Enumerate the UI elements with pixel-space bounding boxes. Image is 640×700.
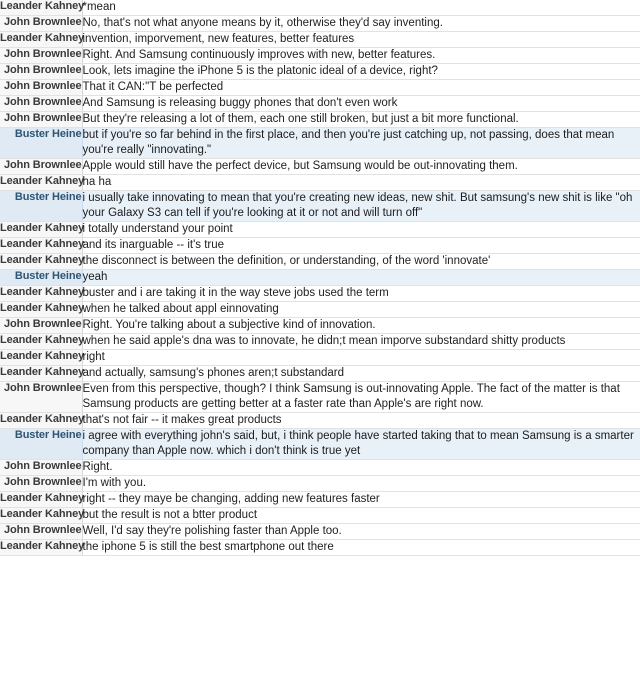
chat-message-row bbox=[0, 112, 640, 128]
message-text: buster and i are taking it in the way steve jobs used the term bbox=[82, 286, 640, 302]
message-text: right bbox=[82, 350, 640, 366]
chat-message-row bbox=[0, 492, 640, 508]
chat-message-row bbox=[0, 382, 640, 413]
chat-message-row bbox=[0, 64, 640, 80]
message-speaker: Leander Kahney bbox=[0, 302, 82, 318]
chat-message-row bbox=[0, 286, 640, 302]
message-speaker: John Brownlee bbox=[0, 80, 82, 96]
chat-message-row bbox=[0, 159, 640, 175]
message-speaker: Leander Kahney bbox=[0, 540, 82, 556]
message-speaker: Leander Kahney bbox=[0, 254, 82, 270]
message-speaker: Leander Kahney bbox=[0, 413, 82, 429]
message-text: I'm with you. bbox=[82, 476, 640, 492]
message-text: Look, lets imagine the iPhone 5 is the platonic ideal of a device, right? bbox=[82, 64, 640, 80]
chat-message-row bbox=[0, 254, 640, 270]
chat-message-row bbox=[0, 508, 640, 524]
message-text: and its inarguable -- it's true bbox=[82, 238, 640, 254]
chat-message-row bbox=[0, 429, 640, 460]
chat-message-row bbox=[0, 48, 640, 64]
message-text: that's not fair -- it makes great products bbox=[82, 413, 640, 429]
chat-message-row bbox=[0, 128, 640, 159]
message-text: That it CAN:"T be perfected bbox=[82, 80, 640, 96]
message-text: Right. bbox=[82, 460, 640, 476]
message-text: but the result is not a btter product bbox=[82, 508, 640, 524]
message-text: i totally understand your point bbox=[82, 222, 640, 238]
chat-message-row bbox=[0, 238, 640, 254]
message-speaker: John Brownlee bbox=[0, 476, 82, 492]
message-speaker: John Brownlee bbox=[0, 159, 82, 175]
message-text: right -- they maye be changing, adding new features faster bbox=[82, 492, 640, 508]
message-text: Even from this perspective, though? I think Samsung is out-innovating Apple. The fact of the matter is that Samsung products are getting better at a faster rate than Apple's are right now. bbox=[82, 382, 640, 413]
message-speaker: John Brownlee bbox=[0, 16, 82, 32]
chat-message-row bbox=[0, 80, 640, 96]
chat-message-row bbox=[0, 191, 640, 222]
message-text: *mean bbox=[82, 0, 640, 16]
message-speaker: Leander Kahney bbox=[0, 366, 82, 382]
chat-message-row bbox=[0, 175, 640, 191]
chat-message-row bbox=[0, 460, 640, 476]
chat-message-row bbox=[0, 222, 640, 238]
message-text: Right. And Samsung continuously improves with new, better features. bbox=[82, 48, 640, 64]
message-text: Right. You're talking about a subjective kind of innovation. bbox=[82, 318, 640, 334]
message-speaker: John Brownlee bbox=[0, 112, 82, 128]
message-speaker: Leander Kahney bbox=[0, 334, 82, 350]
message-text: when he talked about appl einnovating bbox=[82, 302, 640, 318]
message-speaker: Leander Kahney bbox=[0, 222, 82, 238]
chat-message-row bbox=[0, 334, 640, 350]
chat-message-row bbox=[0, 96, 640, 112]
message-speaker: Leander Kahney bbox=[0, 175, 82, 191]
message-text: And Samsung is releasing buggy phones that don't even work bbox=[82, 96, 640, 112]
message-speaker: Leander Kahney bbox=[0, 32, 82, 48]
chat-message-row bbox=[0, 524, 640, 540]
message-text: i agree with everything john's said, but, i think people have started taking that to mean Samsung is a smarter company than Apple now. which i don't think is true yet bbox=[82, 429, 640, 460]
chat-message-row bbox=[0, 366, 640, 382]
message-speaker: John Brownlee bbox=[0, 96, 82, 112]
chat-message-row bbox=[0, 413, 640, 429]
message-speaker: Buster Heine bbox=[0, 270, 82, 286]
chat-message-row bbox=[0, 540, 640, 556]
message-text: when he said apple's dna was to innovate, he didn;t mean imporve substandard shitty products bbox=[82, 334, 640, 350]
message-text: the disconnect is between the definition, or understanding, of the word 'innovate' bbox=[82, 254, 640, 270]
message-text: and actually, samsung's phones aren;t substandard bbox=[82, 366, 640, 382]
chat-message-row bbox=[0, 0, 640, 16]
message-text: but if you're so far behind in the first place, and then you're just catching up, not passing, does that mean you're really "innovating." bbox=[82, 128, 640, 159]
message-text: the iphone 5 is still the best smartphone out there bbox=[82, 540, 640, 556]
message-speaker: Leander Kahney bbox=[0, 350, 82, 366]
message-speaker: John Brownlee bbox=[0, 460, 82, 476]
message-speaker: John Brownlee bbox=[0, 64, 82, 80]
chat-message-row bbox=[0, 476, 640, 492]
message-speaker: John Brownlee bbox=[0, 318, 82, 334]
message-speaker: Buster Heine bbox=[0, 429, 82, 460]
message-text: Well, I'd say they're polishing faster than Apple too. bbox=[82, 524, 640, 540]
message-speaker: John Brownlee bbox=[0, 382, 82, 413]
message-speaker: Leander Kahney bbox=[0, 0, 82, 16]
message-text: yeah bbox=[82, 270, 640, 286]
message-text: Apple would still have the perfect device, but Samsung would be out-innovating them. bbox=[82, 159, 640, 175]
chat-message-row bbox=[0, 32, 640, 48]
message-speaker: Buster Heine bbox=[0, 191, 82, 222]
chat-message-row bbox=[0, 350, 640, 366]
message-text: ha ha bbox=[82, 175, 640, 191]
chat-message-row bbox=[0, 16, 640, 32]
chat-message-row bbox=[0, 270, 640, 286]
message-text: No, that's not what anyone means by it, otherwise they'd say inventing. bbox=[82, 16, 640, 32]
chat-message-row bbox=[0, 302, 640, 318]
message-speaker: Buster Heine bbox=[0, 128, 82, 159]
message-speaker: John Brownlee bbox=[0, 524, 82, 540]
chat-message-row bbox=[0, 318, 640, 334]
message-speaker: Leander Kahney bbox=[0, 286, 82, 302]
message-speaker: Leander Kahney bbox=[0, 238, 82, 254]
message-speaker: Leander Kahney bbox=[0, 508, 82, 524]
message-text: But they're releasing a lot of them, each one still broken, but just a bit more functional. bbox=[82, 112, 640, 128]
message-speaker: Leander Kahney bbox=[0, 492, 82, 508]
message-text: invention, imporvement, new features, better features bbox=[82, 32, 640, 48]
message-text: i usually take innovating to mean that you're creating new ideas, new shit. But samsung's new shit is like "oh your Galaxy S3 can tell if you're looking at it or not and will turn off" bbox=[82, 191, 640, 222]
message-speaker: John Brownlee bbox=[0, 48, 82, 64]
